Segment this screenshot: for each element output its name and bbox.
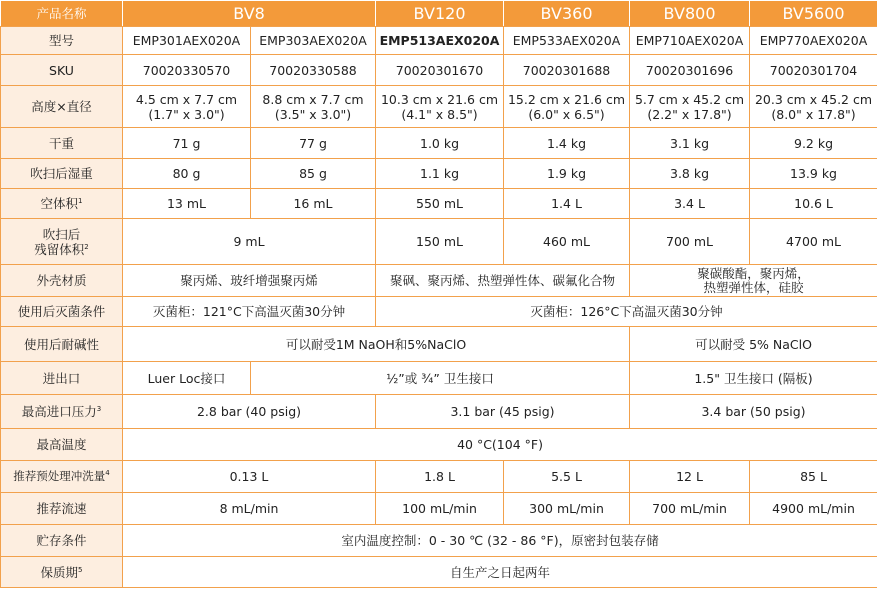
- row-storage: [1, 525, 877, 557]
- cell-dry-weight-3: 1.0 kg: [376, 128, 504, 159]
- cell-housing-bv8: 聚丙烯、玻纤增强聚丙烯: [123, 265, 376, 297]
- cell-residual-volume-bv120: 150 mL: [376, 219, 504, 265]
- cell-sterilization-bv8: 灭菌柜：121°C下高温灭菌30分钟: [123, 297, 376, 327]
- cell-model-5: EMP710AEX020A: [630, 27, 750, 55]
- size-metric: 8.8 cm x 7.7 cm: [262, 91, 364, 107]
- row-flow-rate: [1, 493, 877, 525]
- row-label-size: 高度×直径: [1, 86, 123, 128]
- cell-max-pressure-bv120-bv360: 3.1 bar (45 psig): [376, 395, 630, 429]
- row-label-residual-volume: [1, 219, 123, 265]
- cell-housing-bv800-bv5600: [630, 265, 877, 297]
- header-bv5600: BV5600: [750, 1, 877, 27]
- row-label-wet-weight: 吹扫后湿重: [1, 159, 123, 189]
- cell-wet-weight-3: 1.1 kg: [376, 159, 504, 189]
- row-label-flow-rate: 推荐流速: [1, 493, 123, 525]
- cell-flush-volume-bv120: 1.8 L: [376, 461, 504, 493]
- footnote-marker: 4: [105, 469, 110, 478]
- row-wet-weight: [1, 159, 877, 189]
- cell-flow-rate-bv5600: 4900 mL/min: [750, 493, 877, 525]
- cell-flush-volume-bv8: 0.13 L: [123, 461, 376, 493]
- row-label-max-pressure: [1, 395, 123, 429]
- cell-residual-volume-bv360: 460 mL: [504, 219, 630, 265]
- cell-void-volume-1: 13 mL: [123, 189, 251, 219]
- header-bv360: BV360: [504, 1, 630, 27]
- cell-shelf-life: 自生产之日起两年: [123, 557, 877, 588]
- cell-flush-volume-bv5600: 85 L: [750, 461, 877, 493]
- cell-flush-volume-bv360: 5.5 L: [504, 461, 630, 493]
- cell-flow-rate-bv8: 8 mL/min: [123, 493, 376, 525]
- row-sterilization: [1, 297, 877, 327]
- row-shelf-life: [1, 557, 877, 588]
- cell-max-pressure-bv8: 2.8 bar (40 psig): [123, 395, 376, 429]
- label-text: 推荐预处理冲洗量: [13, 469, 106, 483]
- cell-housing-bv120-bv360: 聚砜、聚丙烯、热塑弹性体、碳氟化合物: [376, 265, 630, 297]
- row-dry-weight: [1, 128, 877, 159]
- cell-port-bulkhead: 1.5" 卫生接口 (隔板): [630, 362, 877, 395]
- cell-max-pressure-bv800-bv5600: 3.4 bar (50 psig): [630, 395, 877, 429]
- size-imperial: (4.1" x 8.5"): [401, 106, 478, 122]
- cell-dry-weight-6: 9.2 kg: [750, 128, 877, 159]
- row-label-max-temp: 最高温度: [1, 429, 123, 461]
- cell-wet-weight-5: 3.8 kg: [630, 159, 750, 189]
- footnote-marker: 5: [78, 565, 83, 574]
- cell-flush-volume-bv800: 12 L: [630, 461, 750, 493]
- row-label-housing: 外壳材质: [1, 265, 123, 297]
- size-imperial: (3.5" x 3.0"): [274, 106, 352, 122]
- cell-port-sanitary: ½”或 ¾” 卫生接口: [251, 362, 630, 395]
- header-product-name: 产品名称: [1, 1, 123, 27]
- cell-void-volume-4: 1.4 L: [504, 189, 630, 219]
- cell-wet-weight-2: 85 g: [251, 159, 376, 189]
- cell-size-1: [123, 86, 251, 128]
- cell-dry-weight-1: 71 g: [123, 128, 251, 159]
- cell-sku-1: 70020330570: [123, 55, 251, 86]
- label-line-2: 残留体积: [34, 241, 85, 257]
- row-residual-volume: [1, 219, 877, 265]
- cell-alkali-bv8-bv360: 可以耐受1M NaOH和5%NaClO: [123, 327, 630, 362]
- row-size: [1, 86, 877, 128]
- cell-sku-5: 70020301696: [630, 55, 750, 86]
- footnote-marker: 3: [96, 404, 102, 413]
- size-imperial: (8.0" x 17.8"): [771, 106, 856, 122]
- cell-sku-3: 70020301670: [376, 55, 504, 86]
- cell-dry-weight-2: 77 g: [251, 128, 376, 159]
- cell-void-volume-6: 10.6 L: [750, 189, 877, 219]
- cell-wet-weight-4: 1.9 kg: [504, 159, 630, 189]
- cell-sku-2: 70020330588: [251, 55, 376, 86]
- cell-model-4: EMP533AEX020A: [504, 27, 630, 55]
- cell-residual-volume-bv800: 700 mL: [630, 219, 750, 265]
- size-metric: 5.7 cm x 45.2 cm: [634, 91, 745, 107]
- header-row: [1, 1, 877, 27]
- row-label-storage: 贮存条件: [1, 525, 123, 557]
- cell-wet-weight-1: 80 g: [123, 159, 251, 189]
- cell-max-temp: 40 °C(104 °F): [123, 429, 877, 461]
- cell-sterilization-others: 灭菌柜：126°C下高温灭菌30分钟: [376, 297, 877, 327]
- row-label-dry-weight: 干重: [1, 128, 123, 159]
- row-label-alkali: 使用后耐碱性: [1, 327, 123, 362]
- label-text: 空体积: [40, 196, 79, 211]
- cell-port-bv8-1: Luer Loc接口: [123, 362, 251, 395]
- row-label-void-volume: [1, 189, 123, 219]
- cell-alkali-bv800-bv5600: 可以耐受 5% NaClO: [630, 327, 877, 362]
- cell-model-1: EMP301AEX020A: [123, 27, 251, 55]
- row-sku: [1, 55, 877, 86]
- footnote-marker: 1: [78, 196, 83, 205]
- header-bv120: BV120: [376, 1, 504, 27]
- cell-void-volume-5: 3.4 L: [630, 189, 750, 219]
- header-bv8: BV8: [123, 1, 376, 27]
- size-metric: 10.3 cm x 21.6 cm: [380, 91, 499, 107]
- cell-model-3: EMP513AEX020A: [376, 27, 504, 55]
- cell-flow-rate-bv120: 100 mL/min: [376, 493, 504, 525]
- cell-dry-weight-4: 1.4 kg: [504, 128, 630, 159]
- cell-model-6: EMP770AEX020A: [750, 27, 877, 55]
- size-metric: 20.3 cm x 45.2 cm: [754, 91, 873, 107]
- cell-dry-weight-5: 3.1 kg: [630, 128, 750, 159]
- cell-void-volume-3: 550 mL: [376, 189, 504, 219]
- row-label-sterilization: 使用后灭菌条件: [1, 297, 123, 327]
- footnote-marker: 2: [84, 242, 89, 251]
- cell-storage: 室内温度控制：0 - 30 ℃ (32 - 86 °F)，原密封包装存储: [123, 525, 877, 557]
- row-label-port: 进出口: [1, 362, 123, 395]
- row-label-sku: SKU: [1, 55, 123, 86]
- cell-size-3: [376, 86, 504, 128]
- label-line-1: 吹扫后: [42, 226, 81, 242]
- cell-model-2: EMP303AEX020A: [251, 27, 376, 55]
- label-text: 保质期: [40, 564, 79, 580]
- row-void-volume: [1, 189, 877, 219]
- cell-sku-4: 70020301688: [504, 55, 630, 86]
- cell-residual-volume-bv5600: 4700 mL: [750, 219, 877, 265]
- row-max-temp: [1, 429, 877, 461]
- cell-sku-6: 70020301704: [750, 55, 877, 86]
- row-alkali: [1, 327, 877, 362]
- cell-flow-rate-bv360: 300 mL/min: [504, 493, 630, 525]
- cell-size-5: [630, 86, 750, 128]
- header-bv800: BV800: [630, 1, 750, 27]
- size-imperial: (6.0" x 6.5"): [528, 106, 605, 122]
- row-label-shelf-life: [1, 557, 123, 588]
- size-imperial: (1.7" x 3.0"): [148, 106, 225, 122]
- row-model: [1, 27, 877, 55]
- cell-wet-weight-6: 13.9 kg: [750, 159, 877, 189]
- row-port: [1, 362, 877, 395]
- row-label-model: 型号: [1, 27, 123, 55]
- size-metric: 15.2 cm x 21.6 cm: [507, 91, 626, 107]
- housing-line-1: 聚碳酸酯，聚丙烯，: [697, 265, 810, 281]
- label-text: 最高进口压力: [21, 404, 97, 419]
- row-max-pressure: [1, 395, 877, 429]
- row-label-flush-volume: [1, 461, 123, 493]
- row-housing: [1, 265, 877, 297]
- cell-void-volume-2: 16 mL: [251, 189, 376, 219]
- housing-line-2: 热塑弹性体，硅胶: [703, 279, 804, 295]
- cell-flow-rate-bv800: 700 mL/min: [630, 493, 750, 525]
- size-imperial: (2.2" x 17.8"): [647, 106, 732, 122]
- cell-size-2: [251, 86, 376, 128]
- cell-residual-volume-bv8: 9 mL: [123, 219, 376, 265]
- cell-size-6: [750, 86, 877, 128]
- row-flush-volume: [1, 461, 877, 493]
- cell-size-4: [504, 86, 630, 128]
- size-metric: 4.5 cm x 7.7 cm: [135, 91, 238, 107]
